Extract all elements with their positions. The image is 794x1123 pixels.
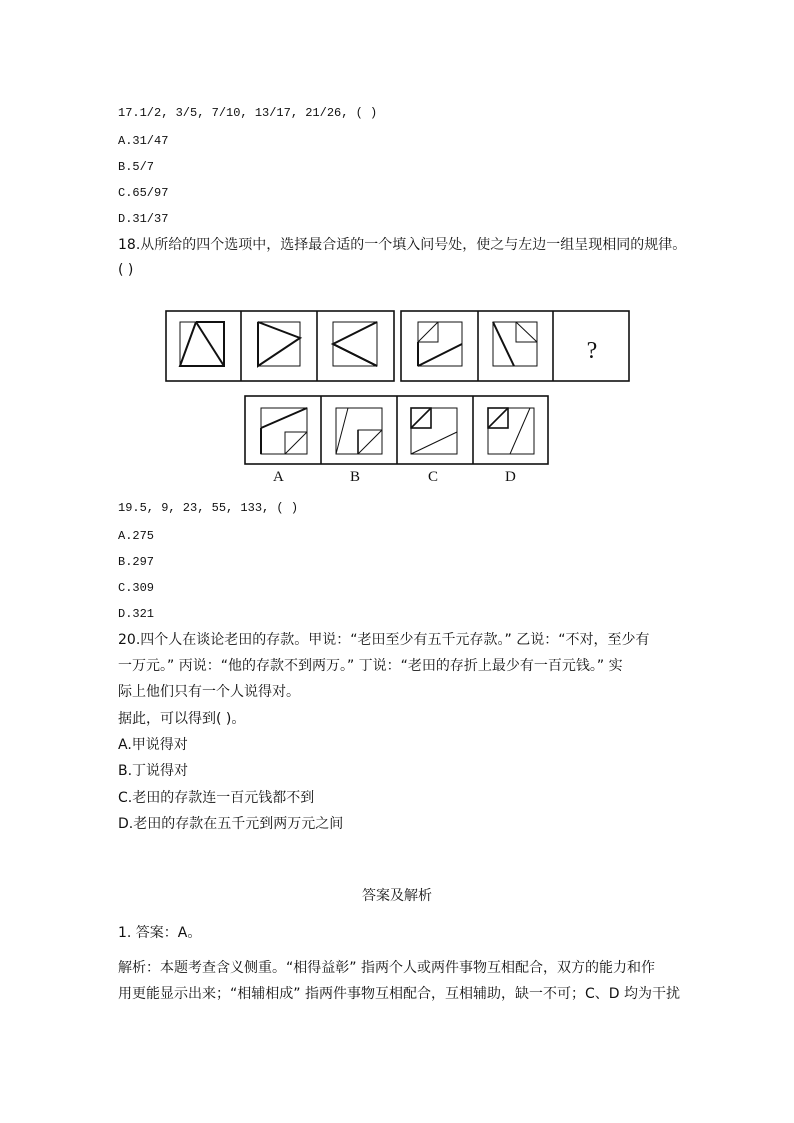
q17-option-b: B.5/7	[118, 160, 155, 174]
option-c-figure	[411, 408, 457, 454]
q20-option-a: A.甲说得对	[118, 737, 188, 753]
q18-stem: 18.从所给的四个选项中，选择最合适的一个填入问号处，使之与左边一组呈现相同的规律。	[118, 237, 687, 253]
q20-stem-line-1: 20.四个人在谈论老田的存款。甲说：“老田至少有五千元存款。” 乙说：“不对，至少有	[118, 632, 650, 648]
q17-stem: 17.1/2, 3/5, 7/10, 13/17, 21/26, ( )	[118, 106, 378, 120]
q17-option-c: C.65/97	[118, 186, 169, 200]
option-a-label: A	[273, 469, 284, 485]
q17-option-a: A.31/47	[118, 134, 169, 148]
q20-option-c: C.老田的存款连一百元钱都不到	[118, 790, 315, 806]
q20-stem-line-2: 一万元。” 丙说：“他的存款不到两万。” 丁说：“老田的存折上最少有一百元钱。” 实	[118, 658, 623, 674]
option-a-figure	[261, 408, 307, 454]
left-panel-3	[333, 322, 377, 366]
option-b-label: B	[350, 469, 361, 485]
q19-option-c: C.309	[118, 581, 155, 595]
q20-stem-line-4: 据此，可以得到( )。	[118, 711, 246, 727]
left-panel-1	[180, 322, 224, 366]
q19-option-b: B.297	[118, 555, 155, 569]
q18-question-mark: ?	[586, 338, 598, 364]
q19-option-d: D.321	[118, 607, 155, 621]
q20-option-d: D.老田的存款在五千元到两万元之间	[118, 816, 344, 832]
q20-stem-line-3: 际上他们只有一个人说得对。	[118, 684, 300, 700]
q17-option-d: D.31/37	[118, 212, 169, 226]
left-panel-2	[258, 322, 300, 366]
q19-stem: 19.5, 9, 23, 55, 133, ( )	[118, 501, 299, 515]
q18-paren: ( )	[118, 262, 134, 278]
option-b-figure	[336, 408, 382, 454]
option-c-label: C	[428, 469, 439, 485]
explanation-line-2: 用更能显示出来；“相辅相成” 指两件事物互相配合，互相辅助，缺一不可；C、D 均为干扰	[118, 986, 680, 1002]
right-panel-2	[493, 322, 537, 366]
q20-option-b: B.丁说得对	[118, 763, 189, 779]
option-d-figure	[488, 408, 534, 454]
q18-figure	[0, 0, 794, 500]
explanation-line-1: 解析：本题考查含义侧重。“相得益彰” 指两个人或两件事物互相配合，双方的能力和作	[118, 960, 655, 976]
answer-1: 1. 答案：A。	[118, 925, 202, 941]
option-d-label: D	[505, 469, 516, 485]
right-panel-1	[418, 322, 462, 366]
answers-heading: 答案及解析	[362, 888, 432, 904]
q19-option-a: A.275	[118, 529, 155, 543]
